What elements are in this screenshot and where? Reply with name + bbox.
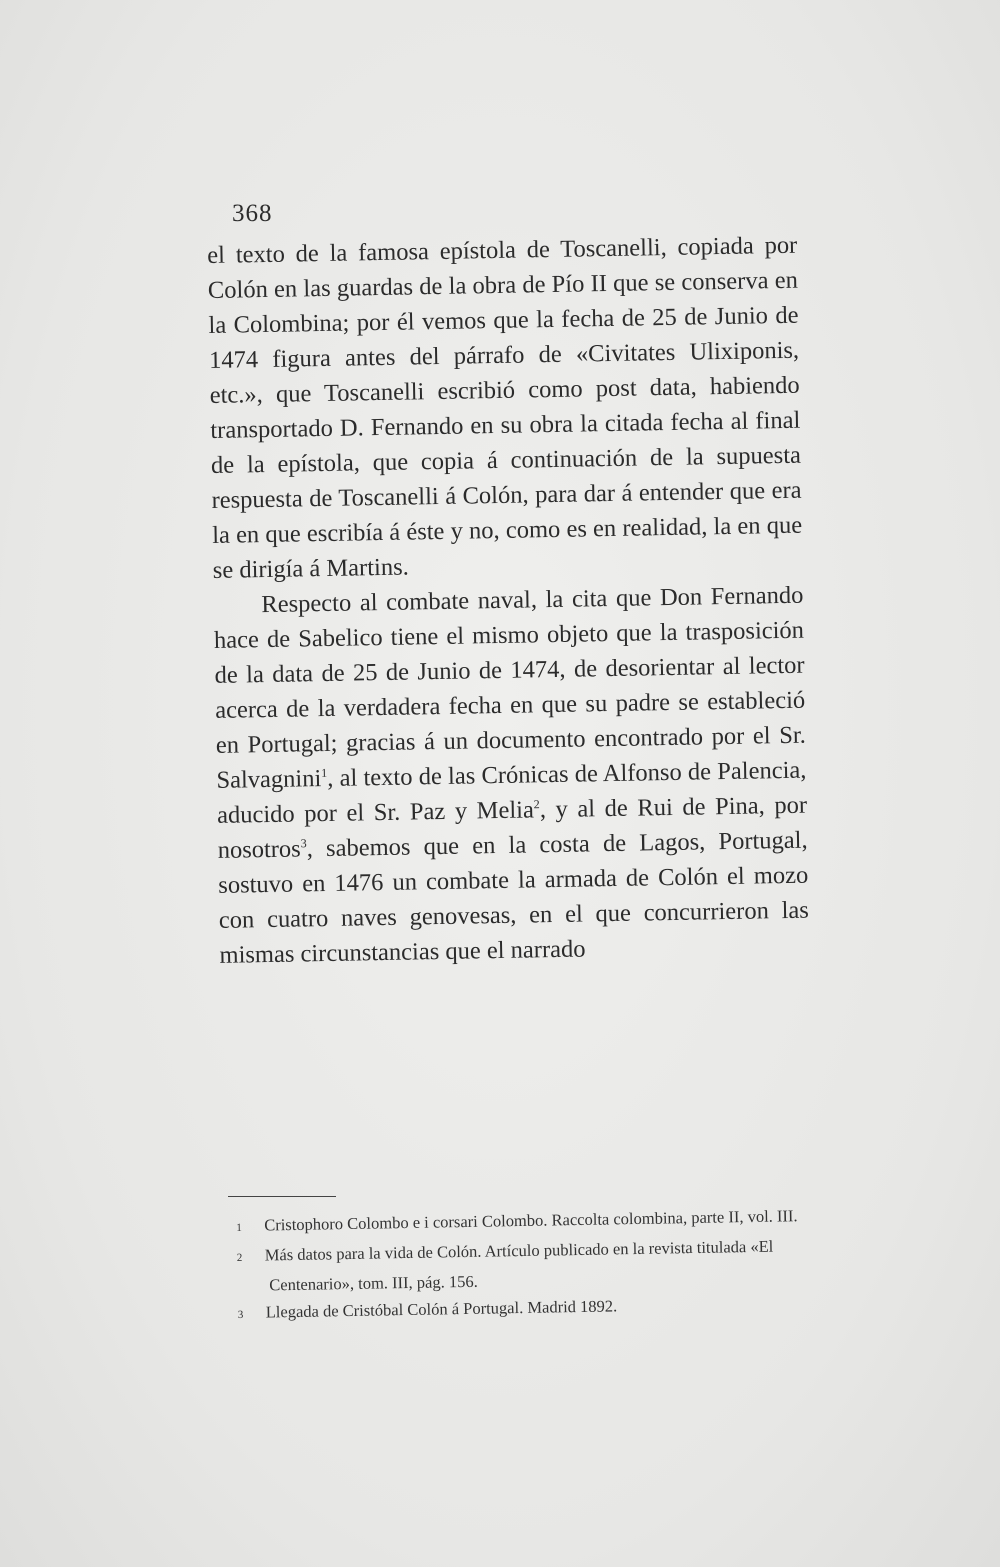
page-number: 368: [232, 200, 273, 227]
paragraph-1: el texto de la famosa epístola de Toscanelli, copiada por Colón en las guardas de la obra de Pío II que se conserva en la Colombina; por él vemos que la fecha de 25 de Junio de 1474 figura antes del párrafo de «Civitates Ulixiponis, etc.», que Toscanelli escribió como post data, habiendo transportado D. Fernando en su obra la citada fecha al final de la epístola, que copia á continuación de la supuesta respuesta de Toscanelli á Colón, para dar á entender que era la en que escribía á éste y no, como es en realidad, la en que se dirigía á Martins.: [207, 231, 803, 584]
footnotes: [236, 1202, 813, 1329]
paragraph-2-part-3: , y al de Rui de Pina, por nosotros: [217, 791, 808, 864]
footnote-3-text: Llegada de Cristóbal Colón á Portugal. Madrid 1892.: [265, 1296, 618, 1322]
paragraph-2-part-4: , sabemos que en la costa de Lagos, Portugal, sostuvo en 1476 un combate la armada de Colón el mozo con cuatro naves genovesas, en el que concurrieron las mismas circunstancias que el narrado: [218, 826, 810, 969]
footnote-2-text: Más datos para la vida de Colón. Artículo publicado en la revista titulada «El Centenario», tom. III, pág. 156.: [264, 1236, 774, 1295]
footnote-1-text: Cristophoro Colombo e i corsari Colombo. Raccolta colombina, parte II, vol. III.: [264, 1206, 798, 1235]
paragraph-2: [213, 578, 810, 973]
body-text: [207, 228, 810, 973]
footnote-1-number: 1: [236, 1221, 242, 1234]
footnote-ref-1: 1: [321, 765, 328, 780]
footnote-ref-2: 2: [533, 797, 540, 812]
footnote-ref-3: 3: [300, 836, 307, 851]
footnote-divider: [228, 1196, 336, 1197]
footnote-2: [237, 1232, 813, 1299]
paragraph-2-part-1: Respecto al combate naval, la cita que Don Fernando hace de Sabelico tiene el mismo objeto que la trasposición de la data de 25 de Junio de 1474, de desorientar al lector acerca de la verdadera fecha en que su padre se estableció en Portugal; gracias á un documento encontrado por el Sr. Salvagnini: [213, 581, 807, 794]
footnote-3-number: 3: [237, 1308, 244, 1321]
footnote-2-number: 2: [236, 1251, 243, 1264]
paragraph-2-part-2: , al texto de las Crónicas de Alfonso de Palencia, aducido por el Sr. Paz y Melia: [216, 756, 807, 829]
